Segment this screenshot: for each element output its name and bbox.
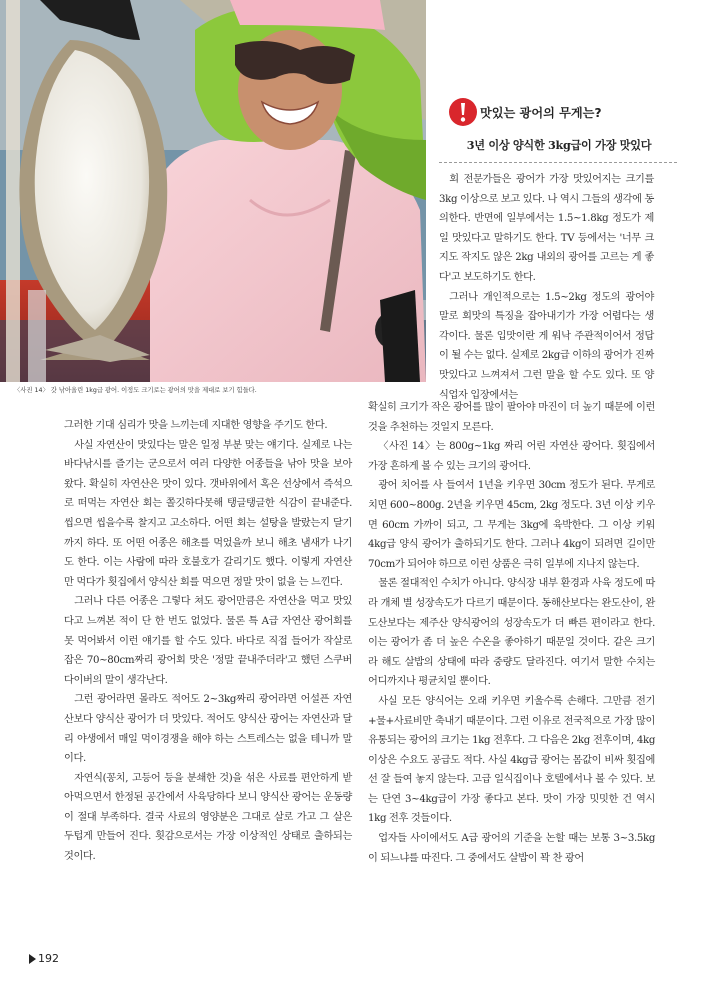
sidebar-title: 맛있는 광어의 무게는? xyxy=(480,106,602,120)
page-number-text: 192 xyxy=(38,952,59,965)
body-paragraph: 〈사진 14〉는 800g~1kg 짜리 어린 자연산 광어다. 횟집에서 가장 흔하게 볼 수 있는 크기의 광어다. xyxy=(368,441,655,472)
sidebar-subtitle: 3년 이상 양식한 3kg급이 가장 맛있다 xyxy=(466,138,652,152)
right-column xyxy=(368,398,655,868)
body-paragraph: 확실히 크기가 작은 광어를 많이 팔아야 마진이 더 높기 때문에 이런 것을 추천하는 것일지 모른다. xyxy=(368,402,655,433)
body-paragraph: 그러한 기대 심리가 맛을 느끼는데 지대한 영향을 주기도 한다. xyxy=(64,420,328,431)
sidebar-header xyxy=(448,97,698,137)
photo-caption: 〈사진 14〉 갓 낚아올린 1kg급 광어. 이정도 크기로는 광어의 맛을 제대로 보기 힘들다. xyxy=(14,387,257,394)
exclamation-icon xyxy=(448,97,478,127)
left-column xyxy=(64,416,352,867)
photo-woman-holding-flounder xyxy=(0,0,426,382)
body-paragraph: 물론 절대적인 수치가 아니다. 양식장 내부 환경과 사육 정도에 따라 개체 별 성장속도가 다르기 때문이다. 동해산보다는 완도산이, 완도산보다는 제주산 양식광어의 성장속도가 더 빠른 편이라고 한다. 이는 광어가 좀 더 높은 수온을 좋아하기 때문일 것이다. 같은 크기라 해도 살밥의 상태에 따라 중량도 달라진다. 여기서 말한 수치는 어디까지나 평균치일 뿐이다. xyxy=(368,578,655,688)
sidebar-body xyxy=(439,170,654,405)
sidebar-divider xyxy=(439,162,677,163)
page-number xyxy=(29,952,59,965)
photo-illustration xyxy=(0,0,426,382)
body-paragraph: 업자들 사이에서도 A급 광어의 기준을 논할 때는 보통 3~3.5kg이 되느냐를 따진다. 그 중에서도 살밥이 꽉 찬 광어 xyxy=(368,833,655,864)
sidebar-paragraph: 그러나 개인적으로는 1.5~2kg 정도의 광어야말로 회맛의 특징을 잡아내기가 가장 어렵다는 생각이다. 물론 입맛이란 게 워낙 주관적이어서 정답이 될 수는 없다. 실제로 2kg급 이하의 광어가 진짜 맛있다고 느껴져서 그런 말을 할 수도 있다. 또 양식업자 입장에서는 xyxy=(439,291,654,401)
triangle-right-icon xyxy=(29,954,36,964)
sidebar-paragraph: 회 전문가들은 광어가 가장 맛있어지는 크기를 3kg 이상으로 보고 있다. 나 역시 그들의 생각에 동의한다. 반면에 일부에서는 1.5~1.8kg 정도가 제일 맛있다고 말하기도 한다. TV 등에서는 '너무 크지도 작지도 않은 2kg 내외의 광어를 고르는 게 좋다'고 보도하기도 한다. xyxy=(439,174,654,283)
body-paragraph: 사실 모든 양식어는 오래 키우면 키울수록 손해다. 그만큼 전기+물+사료비만 축내기 때문이다. 그런 이유로 전국적으로 가장 많이 유통되는 광어의 크기는 1kg 전후다. 그 다음은 2kg 전후이며, 4kg 이상은 수요도 공급도 적다. 사실 4kg급 광어는 몸값이 비싸 횟집에선 잘 들여 놓지 않는다. 고급 일식집이나 호텔에서나 볼 수 있다. 보는 단연 3~4kg급이 가장 좋다고 본다. 맛이 가장 밋밋한 건 역시 1kg 전후 것들이다. xyxy=(368,695,655,825)
body-paragraph: 그런 광어라면 몰라도 적어도 2~3kg짜리 광어라면 어설픈 자연산보다 양식산 광어가 더 맛있다. 적어도 양식산 광어는 자연산과 달리 야생에서 매일 먹이경쟁을 해야 하는 스트레스는 없을 테니까 말이다. xyxy=(64,694,352,765)
body-paragraph: 자연식(꽁치, 고등어 등을 분쇄한 것)을 섞은 사료를 편안하게 받아먹으면서 한정된 공간에서 사육당하다 보니 양식산 광어는 운동량이 절대 부족하다. 결국 사료의 영양분은 그대로 살로 가고 그 살은 두텁게 만들어 진다. 횟감으로서는 가장 이상적인 상태로 출하되는 것이다. xyxy=(64,772,352,863)
body-paragraph: 그러나 다른 어종은 그렇다 쳐도 광어만큼은 자연산을 먹고 맛있다고 느껴본 적이 단 한 번도 없었다. 물론 특 A급 자연산 광어회를 못 먹어봐서 이런 얘기를 할 수도 있다. 바다로 직접 들어가 작살로 잡은 70~80cm짜리 광어회 맛은 '정말 끝내주더라'고 했던 스쿠버 다이버의 말이 생각난다. xyxy=(64,596,352,686)
body-paragraph: 광어 치어를 사 들여서 1년을 키우면 30cm 정도가 된다. 무게로 치면 600~800g. 2년을 키우면 45cm, 2kg 정도다. 3년 이상 키우면 60cm 가까이 되고, 그 무게는 3kg에 육박한다. 그 이상 키워 4kg급 양식 광어가 출하되기도 한다. 그러나 4kg이 되려면 길이만 70cm가 되어야 하므로 이런 상품은 극히 일부에 지나지 않는다. xyxy=(368,480,655,570)
body-paragraph: 사실 자연산이 맛있다는 말은 일정 부분 맞는 얘기다. 실제로 나는 바다낚시를 즐기는 군으로서 여러 다양한 어종들을 낚아 맛을 보아 왔다. 확실히 자연산은 맛이 있다. 갯바위에서 혹은 선상에서 즉석으로 떠먹는 자연산 회는 쫄깃하다못해 탱글탱글한 식감이 끝내준다. 씹으면 씹을수록 찰지고 고소하다. 어떤 회는 설탕을 발랐는지 달기까지 하다. 또 어떤 어종은 해초를 먹었을까 보니 해초 냄새가 나기도 한다. 이는 사람에 따라 호불호가 갈리기도 했다. 이렇게 자연산만 먹다가 횟집에서 양식산 회를 먹으면 정말 맛이 없을 는 느낀다. xyxy=(64,439,352,588)
